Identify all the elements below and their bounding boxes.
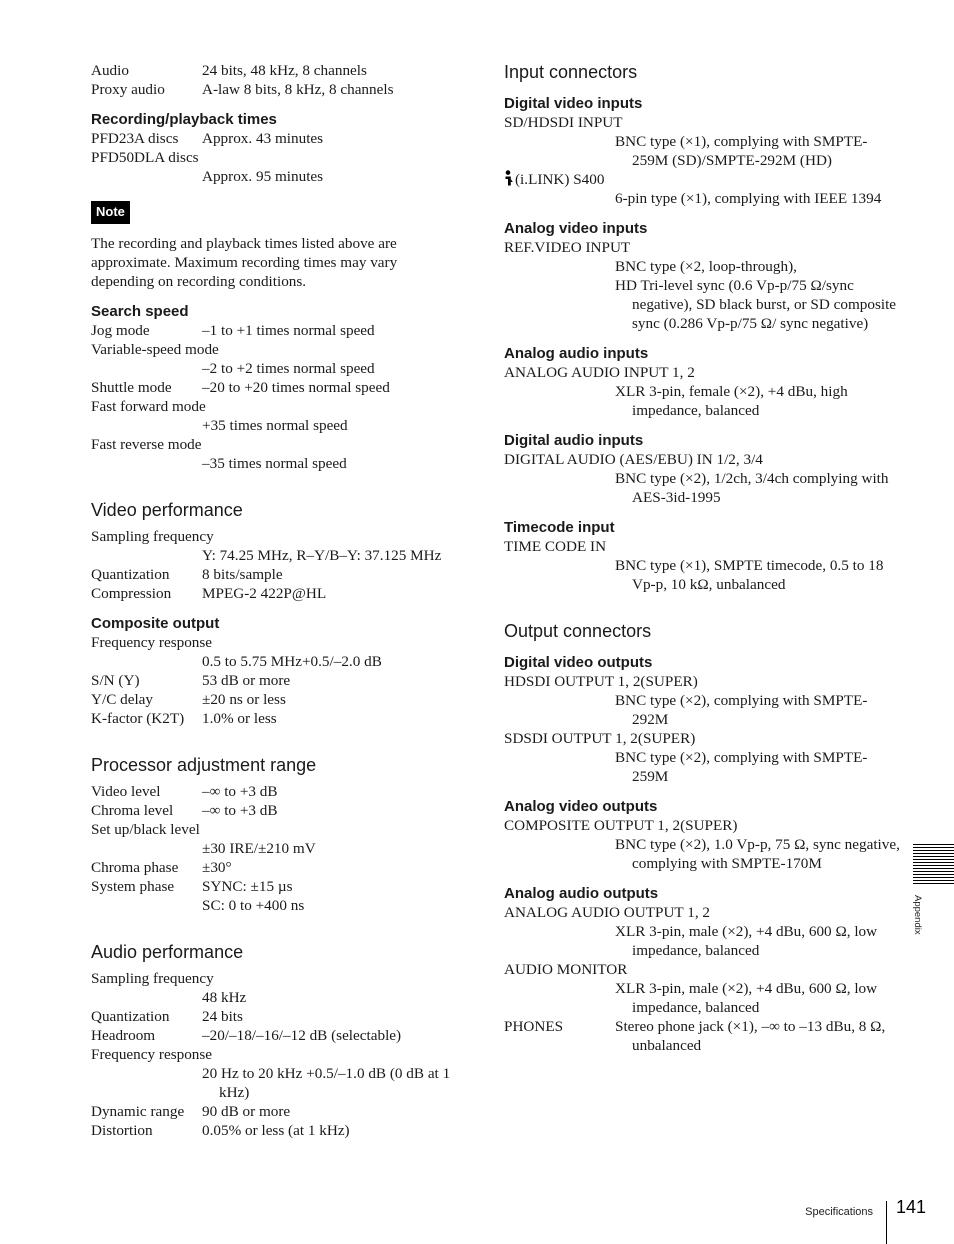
ilink-input-value: 6-pin type (×1), complying with IEEE 1394 [615, 190, 882, 207]
footer-divider [886, 1201, 887, 1244]
spec-value-audio-sf: 48 kHz [202, 989, 247, 1006]
analog-audio-input-value: XLR 3-pin, female (×2), +4 dBu, high impedance, balanced [615, 383, 848, 419]
analog-audio-output-value: XLR 3-pin, male (×2), +4 dBu, 600 Ω, low impedance, balanced [615, 923, 878, 959]
analog-video-inputs-heading: Analog video inputs [504, 220, 648, 237]
spec-value-pfd50dla: Approx. 95 minutes [202, 168, 324, 185]
ref-video-input-value2: HD Tri-level sync (0.6 Vp-p/75 Ω/sync negative), SD black burst, or SD composite sync (0.286 Vp-p/75 Ω/ sync negative) [615, 277, 897, 332]
video-performance-heading: Video performance [91, 500, 243, 520]
sdsdi-output-value: BNC type (×2), complying with SMPTE-259M [615, 749, 868, 785]
spec-label-fr: Fast reverse mode [91, 436, 202, 453]
digital-audio-input-value: BNC type (×2), 1/2ch, 3/4ch complying with AES-3id-1995 [615, 470, 889, 506]
sdhdsdi-input-name: SD/HDSDI INPUT [504, 114, 623, 131]
search-speed-heading: Search speed [91, 303, 189, 320]
ref-video-input-name: REF.VIDEO INPUT [504, 239, 631, 256]
phones-row: PHONES Stereo phone jack (×1), –∞ to –13 dBu, 8 Ω, unbalanced [504, 1018, 886, 1054]
composite-output-name: COMPOSITE OUTPUT 1, 2(SUPER) [504, 817, 738, 834]
spec-value-setup: ±30 IRE/±210 mV [202, 840, 316, 857]
input-connectors-heading: Input connectors [504, 62, 638, 82]
digital-video-inputs-heading: Digital video inputs [504, 95, 643, 112]
timecode-input-name: TIME CODE IN [504, 538, 607, 555]
output-connectors-heading: Output connectors [504, 621, 652, 641]
spec-row-proxy-audio: Proxy audio A-law 8 bits, 8 kHz, 8 channels [91, 81, 394, 98]
right-column [504, 61, 899, 1055]
spec-label-comp-fr: Frequency response [91, 634, 213, 651]
digital-audio-inputs-heading: Digital audio inputs [504, 432, 644, 449]
spec-label-setup: Set up/black level [91, 821, 200, 838]
ilink-input-name: (i.LINK) S400 [504, 170, 899, 189]
spec-row-chroma-level: Chroma level –∞ to +3 dB [91, 802, 278, 819]
composite-output-value: BNC type (×2), 1.0 Vp-p, 75 Ω, sync negative, complying with SMPTE-170M [615, 836, 900, 872]
spec-value-ff: +35 times normal speed [202, 417, 348, 434]
spec-row-sn: S/N (Y) 53 dB or more [91, 672, 291, 689]
spec-row-audio: Audio 24 bits, 48 kHz, 8 channels [91, 62, 367, 79]
spec-row-headroom: Headroom –20/–18/–16/–12 dB (selectable) [91, 1027, 402, 1044]
audio-monitor-name: AUDIO MONITOR [504, 961, 628, 978]
spec-row-dynamic-range: Dynamic range 90 dB or more [91, 1103, 291, 1120]
hdsdi-output-value: BNC type (×2), complying with SMPTE-292M [615, 692, 868, 728]
processor-range-heading: Processor adjustment range [91, 755, 317, 775]
ilink-icon [504, 170, 513, 186]
spec-value-audio-fr: 20 Hz to 20 kHz +0.5/–1.0 dB (0 dB at 1 kHz) [202, 1065, 451, 1101]
spec-value-system-phase-sc: SC: 0 to +400 ns [202, 897, 305, 914]
spec-value-video-sf: Y: 74.25 MHz, R–Y/B–Y: 37.125 MHz [202, 547, 442, 564]
appendix-tab-stripes [913, 844, 954, 886]
spec-label-ff: Fast forward mode [91, 398, 206, 415]
footer-section-label: Specifications [805, 1206, 873, 1218]
note-text: The recording and playback times listed above are approximate. Maximum recording times may vary depending on recording conditions. [91, 235, 398, 290]
digital-video-outputs-heading: Digital video outputs [504, 654, 653, 671]
page-number: 141 [896, 1197, 927, 1217]
spec-value-comp-fr: 0.5 to 5.75 MHz+0.5/–2.0 dB [202, 653, 382, 670]
analog-video-outputs-heading: Analog video outputs [504, 798, 658, 815]
recording-times-heading: Recording/playback times [91, 111, 277, 128]
hdsdi-output-name: HDSDI OUTPUT 1, 2(SUPER) [504, 673, 698, 690]
analog-audio-input-name: ANALOG AUDIO INPUT 1, 2 [504, 364, 695, 381]
timecode-input-value: BNC type (×1), SMPTE timecode, 0.5 to 18 Vp-p, 10 kΩ, unbalanced [615, 557, 884, 593]
spec-value-variable: –2 to +2 times normal speed [202, 360, 375, 377]
spec-row-video-level: Video level –∞ to +3 dB [91, 783, 278, 800]
spec-row-chroma-phase: Chroma phase ±30° [91, 859, 232, 876]
note-badge: Note [91, 201, 130, 224]
timecode-input-heading: Timecode input [504, 519, 615, 536]
spec-label-audio-sf: Sampling frequency [91, 970, 214, 987]
analog-audio-output-name: ANALOG AUDIO OUTPUT 1, 2 [504, 904, 711, 921]
spec-row-shuttle: Shuttle mode –20 to +20 times normal speed [91, 379, 390, 396]
spec-row-video-quant: Quantization 8 bits/sample [91, 566, 283, 583]
audio-performance-heading: Audio performance [91, 942, 244, 962]
spec-value-fr: –35 times normal speed [202, 455, 347, 472]
spec-row-pfd23a: PFD23A discs Approx. 43 minutes [91, 130, 324, 147]
audio-monitor-value: XLR 3-pin, male (×2), +4 dBu, 600 Ω, low impedance, balanced [615, 980, 878, 1016]
analog-audio-outputs-heading: Analog audio outputs [504, 885, 659, 902]
digital-audio-input-name: DIGITAL AUDIO (AES/EBU) IN 1/2, 3/4 [504, 451, 763, 468]
spec-row-jog: Jog mode –1 to +1 times normal speed [91, 322, 375, 339]
spec-label-audio-fr: Frequency response [91, 1046, 213, 1063]
appendix-side-tab: Appendix [912, 895, 923, 935]
spec-label-pfd50dla: PFD50DLA discs [91, 149, 199, 166]
spec-label-video-sf: Sampling frequency [91, 528, 214, 545]
spec-row-kfactor: K-factor (K2T) 1.0% or less [91, 710, 277, 727]
spec-row-system-phase: System phase SYNC: ±15 µs [91, 878, 293, 895]
analog-audio-inputs-heading: Analog audio inputs [504, 345, 649, 362]
sdsdi-output-name: SDSDI OUTPUT 1, 2(SUPER) [504, 730, 696, 747]
spec-row-audio-quant: Quantization 24 bits [91, 1008, 243, 1025]
left-column [91, 61, 471, 1140]
spec-label-variable: Variable-speed mode [91, 341, 219, 358]
sdhdsdi-input-value: BNC type (×1), complying with SMPTE-259M (SD)/SMPTE-292M (HD) [615, 133, 868, 169]
ref-video-input-value1: BNC type (×2, loop-through), [615, 258, 797, 275]
spec-row-compression: Compression MPEG-2 422P@HL [91, 585, 327, 602]
spec-row-yc: Y/C delay ±20 ns or less [91, 691, 286, 708]
spec-row-distortion: Distortion 0.05% or less (at 1 kHz) [91, 1122, 350, 1139]
composite-output-heading: Composite output [91, 615, 220, 632]
